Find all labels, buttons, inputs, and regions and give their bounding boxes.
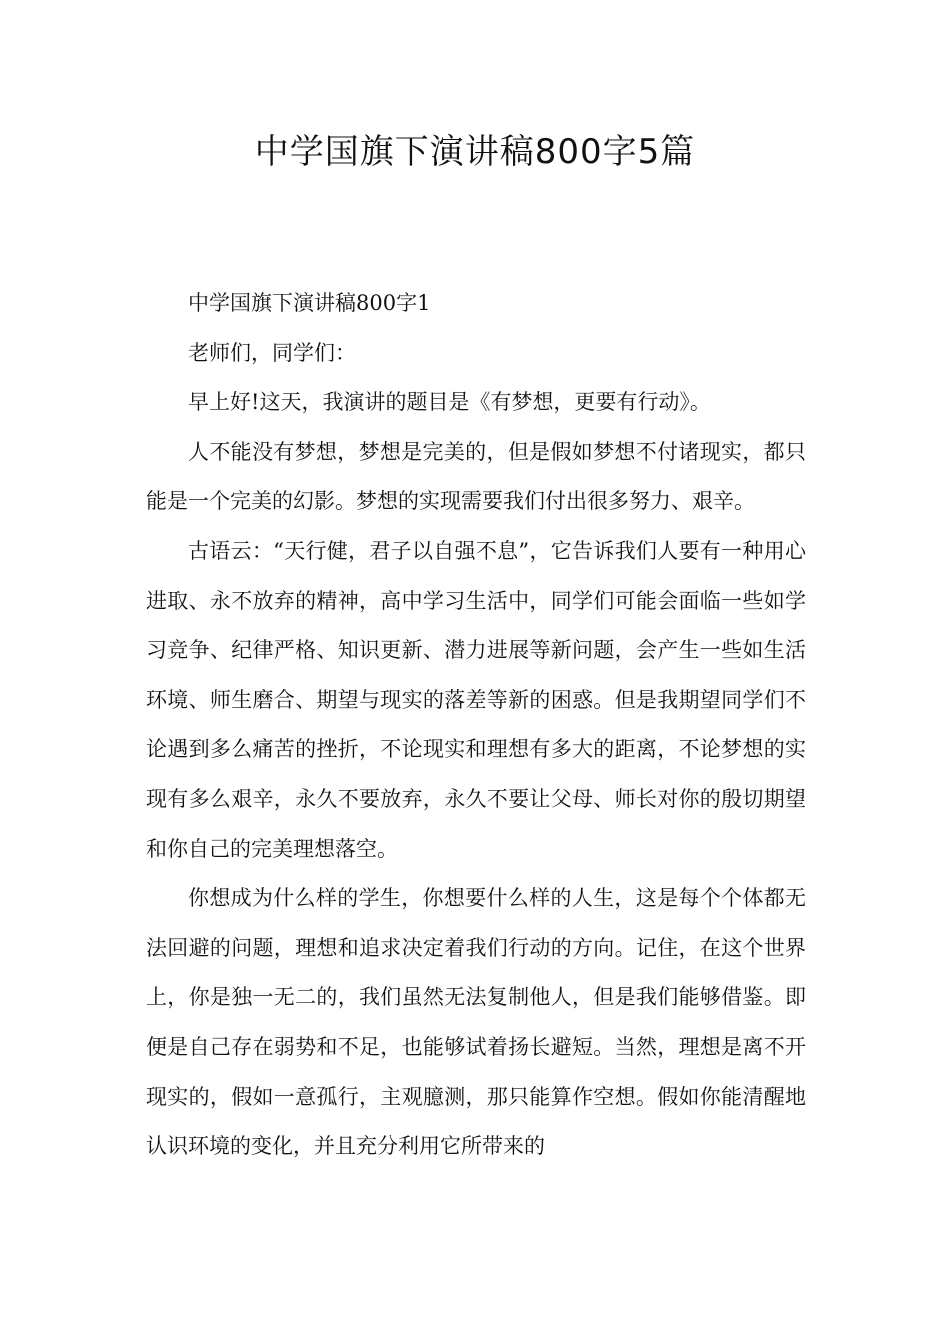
paragraph: 人不能没有梦想，梦想是完美的，但是假如梦想不付诸现实，都只能是一个完美的幻影。梦想的实现需要我们付出很多努力、艰辛。: [146, 439, 806, 514]
paragraph: 你想成为什么样的学生，你想要什么样的人生，这是每个个体都无法回避的问题，理想和追求决定着我们行动的方向。记住，在这个世界上，你是独一无二的，我们虽然无法复制他人，但是我们能够借鉴。即便是自己存在弱势和不足，也能够试着扬长避短。当然，理想是离不开现实的，假如一意孤行，主观臆测，那只能算作空想。假如你能清醒地认识环境的变化，并且充分利用它所带来的: [146, 886, 806, 1159]
paragraph: 古语云：“天行健，君子以自强不息”，它告诉我们人要有一种用心进取、永不放弃的精神，高中学习生活中，同学们可能会面临一些如学习竞争、纪律严格、知识更新、潜力进展等新问题，会产生一些如生活环境、师生磨合、期望与现实的落差等新的困惑。但是我期望同学们不论遇到多么痛苦的挫折，不论现实和理想有多大的距离，不论梦想的实现有多么艰辛，永久不要放弃，永久不要让父母、师长对你的殷切期望和你自己的完美理想落空。: [146, 538, 806, 861]
document-body: [146, 279, 806, 1172]
document-title: 中学国旗下演讲稿800字5篇: [254, 132, 696, 172]
paragraph-intro: 早上好!这天，我演讲的题目是《有梦想，更要有行动》。: [188, 390, 711, 415]
paragraph-greeting: 老师们，同学们：: [188, 340, 356, 365]
paragraph-subtitle: 中学国旗下演讲稿800字1: [188, 291, 431, 315]
